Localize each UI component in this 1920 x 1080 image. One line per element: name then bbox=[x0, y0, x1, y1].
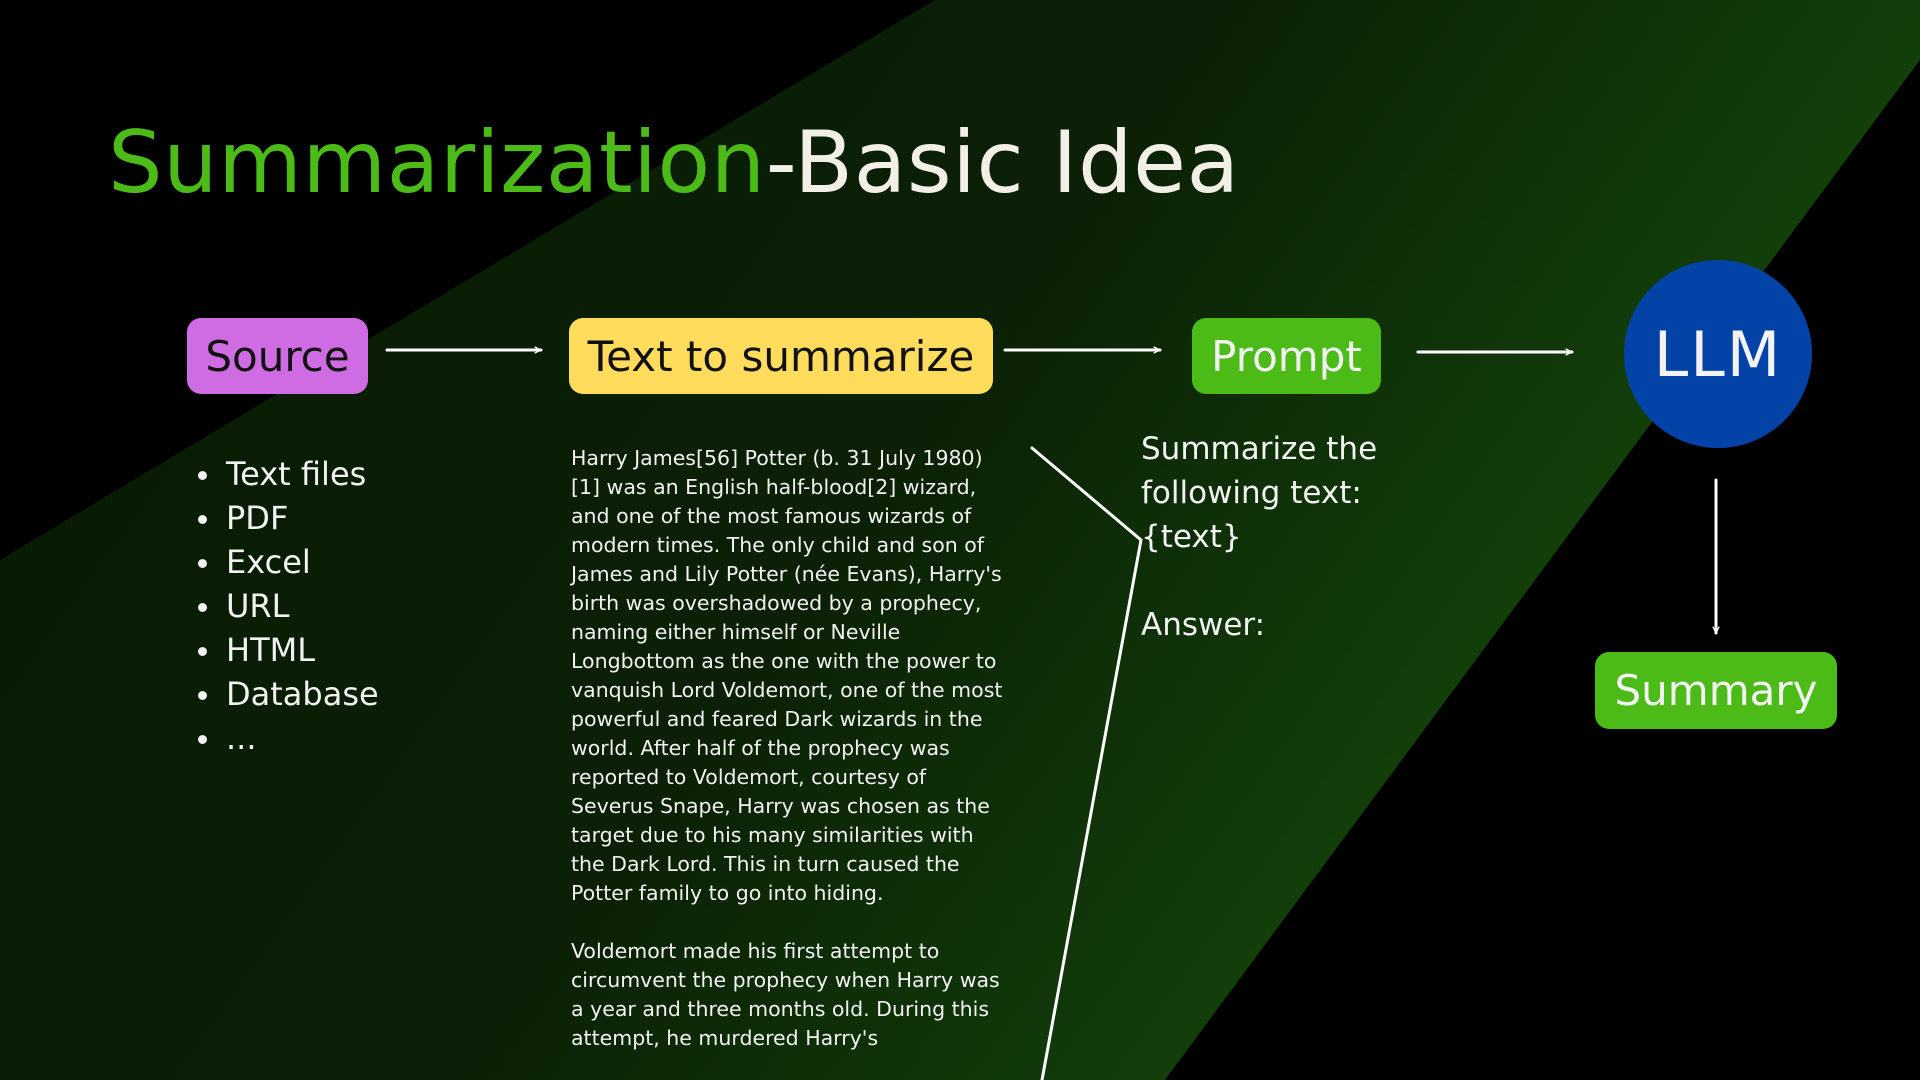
llm-node: LLM bbox=[1624, 260, 1812, 448]
prompt-line: following text: bbox=[1141, 475, 1362, 511]
source-type-list bbox=[186, 452, 379, 760]
prompt-answer-label: Answer: bbox=[1141, 607, 1266, 643]
title-highlight: Summarization bbox=[108, 113, 766, 213]
text-to-summarize-node: Text to summarize bbox=[569, 318, 993, 394]
title-rest: -Basic Idea bbox=[765, 113, 1240, 213]
prompt-placeholder: {text} bbox=[1141, 519, 1242, 555]
prompt-template bbox=[1141, 427, 1441, 647]
sample-document-text bbox=[571, 444, 1011, 1053]
source-type-item: HTML bbox=[186, 628, 379, 672]
source-type-item: Text files bbox=[186, 452, 379, 496]
source-node: Source bbox=[187, 318, 368, 394]
source-type-item: ... bbox=[186, 716, 379, 760]
prompt-node: Prompt bbox=[1192, 318, 1381, 394]
document-paragraph: Voldemort made his first attempt to circumvent the prophecy when Harry was a year and three months old. During this attempt, he murdered Harry's bbox=[571, 939, 1000, 1050]
document-paragraph: Harry James[56] Potter (b. 31 July 1980) [1] was an English half-blood[2] wizard, and one of the most famous wizards of modern times. The only child and son of James and Lily Potter (née Evans), Harry's birth was overshadowed by a prophecy, naming either himself or Neville Longbottom as the one with the power to vanquish Lord Voldemort, one of the most powerful and feared Dark wizards in the world. After half of the prophecy was reported to Voldemort, courtesy of Severus Snape, Harry was chosen as the target due to his many similarities with the Dark Lord. This in turn caused the Potter family to go into hiding. bbox=[571, 446, 1003, 905]
slide-title bbox=[108, 112, 1240, 215]
source-type-item: URL bbox=[186, 584, 379, 628]
source-type-item: PDF bbox=[186, 496, 379, 540]
source-type-item: Excel bbox=[186, 540, 379, 584]
summary-node: Summary bbox=[1595, 652, 1837, 729]
prompt-line: Summarize the bbox=[1141, 431, 1378, 467]
source-type-item: Database bbox=[186, 672, 379, 716]
